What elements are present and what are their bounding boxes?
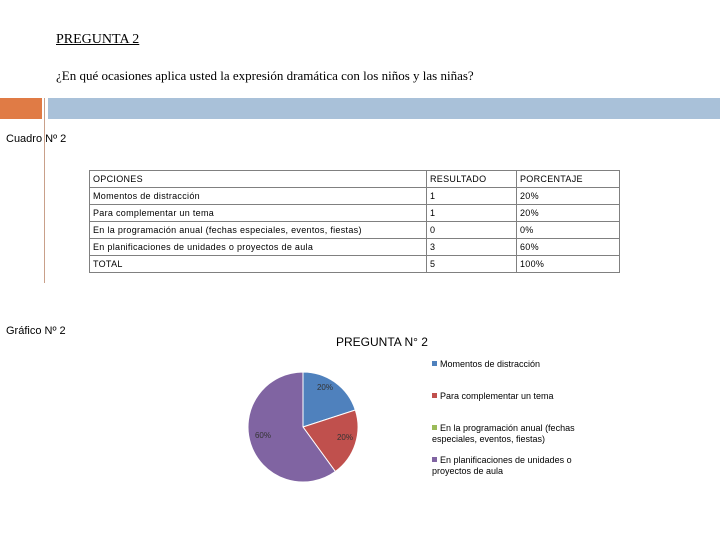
cell-total-result: 5 — [427, 256, 517, 273]
table-total-row — [90, 256, 620, 273]
cell-result: 1 — [427, 205, 517, 222]
legend-swatch — [432, 393, 437, 398]
results-table — [89, 170, 620, 273]
legend-item — [432, 455, 592, 477]
legend-swatch — [432, 457, 437, 462]
cell-result: 0 — [427, 222, 517, 239]
cell-option: En la programación anual (fechas especiales, eventos, fiestas) — [90, 222, 427, 239]
cell-option: Para complementar un tema — [90, 205, 427, 222]
cell-result: 3 — [427, 239, 517, 256]
chart-title: PREGUNTA N° 2 — [336, 335, 428, 349]
cell-total-percent: 100% — [517, 256, 620, 273]
page-heading: PREGUNTA 2 — [56, 32, 140, 47]
legend-label: En la programación anual (fechas especiales, eventos, fiestas) — [432, 423, 575, 444]
pie-data-label: 20% — [336, 433, 354, 442]
table-row — [90, 205, 620, 222]
legend-label: En planificaciones de unidades o proyectos de aula — [432, 455, 572, 476]
cell-percent: 20% — [517, 205, 620, 222]
legend-label: Momentos de distracción — [440, 359, 541, 369]
legend-label: Para complementar un tema — [440, 391, 554, 401]
table-caption: Cuadro Nº 2 — [6, 133, 67, 145]
decorative-vertical-line — [44, 98, 45, 283]
pie-data-label: 20% — [316, 383, 334, 392]
pie-data-label: 60% — [254, 431, 272, 440]
cell-percent: 20% — [517, 188, 620, 205]
legend-item — [432, 423, 592, 445]
legend-item — [432, 391, 592, 402]
cell-result: 1 — [427, 188, 517, 205]
cell-total-label: TOTAL — [90, 256, 427, 273]
table-header-row — [90, 171, 620, 188]
question-text: ¿En qué ocasiones aplica usted la expresión dramática con los niños y las niñas? — [56, 68, 474, 83]
legend-swatch — [432, 425, 437, 430]
table-row — [90, 188, 620, 205]
cell-percent: 0% — [517, 222, 620, 239]
decorative-band-orange — [0, 98, 42, 119]
pie-chart — [245, 368, 365, 488]
cell-percent: 60% — [517, 239, 620, 256]
legend-item — [432, 359, 592, 370]
header-resultado: RESULTADO — [427, 171, 517, 188]
decorative-band-blue — [48, 98, 720, 119]
header-opciones: OPCIONES — [90, 171, 427, 188]
cell-option: En planificaciones de unidades o proyectos de aula — [90, 239, 427, 256]
chart-caption: Gráfico Nº 2 — [6, 325, 66, 337]
cell-option: Momentos de distracción — [90, 188, 427, 205]
table-row — [90, 222, 620, 239]
header-porcentaje: PORCENTAJE — [517, 171, 620, 188]
legend-swatch — [432, 361, 437, 366]
table-row — [90, 239, 620, 256]
